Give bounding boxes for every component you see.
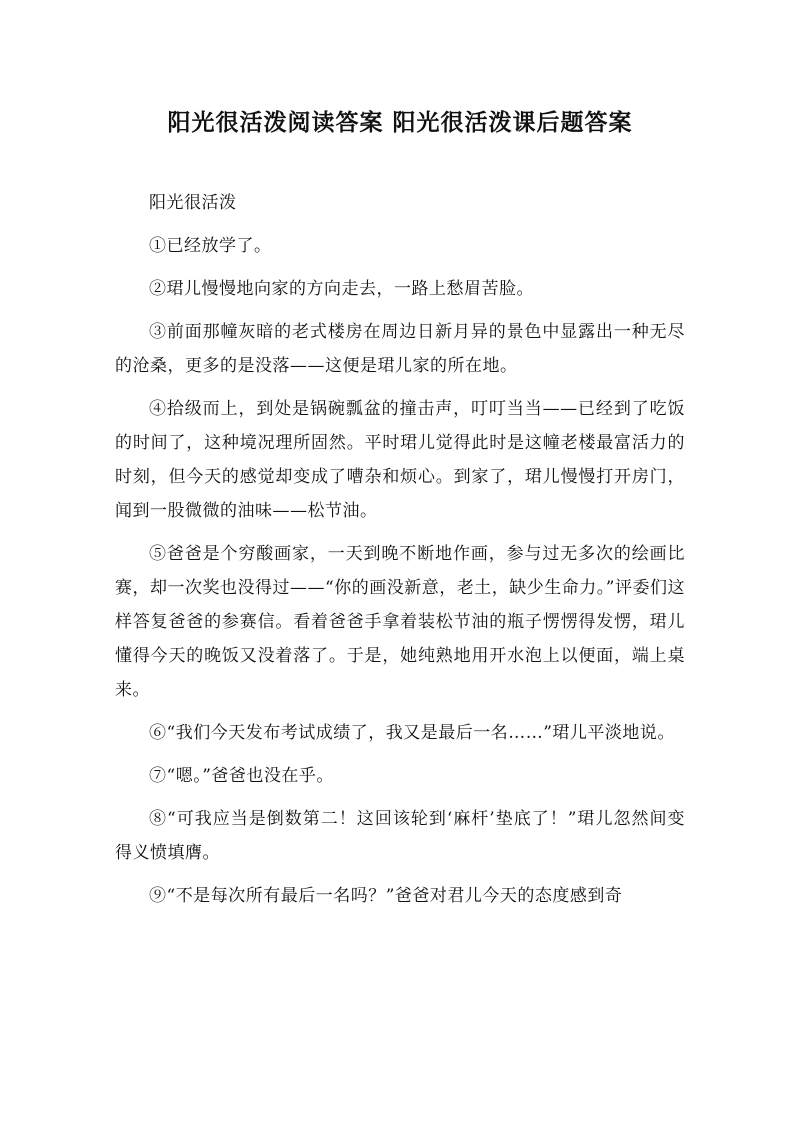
paragraph-1: ①已经放学了。	[149, 236, 272, 256]
paragraph-7: ⑦“嗯。”爸爸也没在乎。	[149, 766, 334, 786]
article-body	[115, 186, 685, 922]
article-heading: 阳光很活泼	[149, 193, 237, 213]
paragraph-2: ②珺儿慢慢地向家的方向走去，一路上愁眉苦脸。	[149, 279, 534, 299]
page-title: 阳光很活泼阅读答案 阳光很活泼课后题答案	[167, 109, 633, 136]
paragraph-4: ④拾级而上，到处是锅碗瓢盆的撞击声，叮叮当当——已经到了吃饭的时间了，这种境况理所固然。平时珺儿觉得此时是这幢老楼最富活力的时刻，但今天的感觉却变成了嘈杂和烦心。到家了，珺儿慢慢打开房门，闻到一股微微的油味——松节油。	[115, 399, 685, 521]
paragraph-3: ③前面那幢灰暗的老式楼房在周边日新月异的景色中显露出一种无尽的沧桑，更多的是没落——这便是珺儿家的所在地。	[115, 322, 685, 376]
paragraph-8: ⑧“可我应当是倒数第二！这回该轮到‘麻杆’垫底了！”珺儿忽然间变得义愤填膺。	[115, 809, 685, 863]
paragraph-5: ⑤爸爸是个穷酸画家，一天到晚不断地作画，参与过无多次的绘画比赛，却一次奖也没得过——“你的画没新意，老土，缺少生命力。”评委们这样答复爸爸的参赛信。看着爸爸手拿着装松节油的瓶子愣愣得发愣，珺儿懂得今天的晚饭又没着落了。于是，她纯熟地用开水泡上以便面，端上桌来。	[115, 544, 685, 700]
paragraph-6: ⑥“我们今天发布考试成绩了，我又是最后一名……”珺儿平淡地说。	[149, 723, 675, 743]
paragraph-9: ⑨“不是每次所有最后一名吗？”爸爸对君儿今天的态度感到奇	[149, 886, 623, 906]
